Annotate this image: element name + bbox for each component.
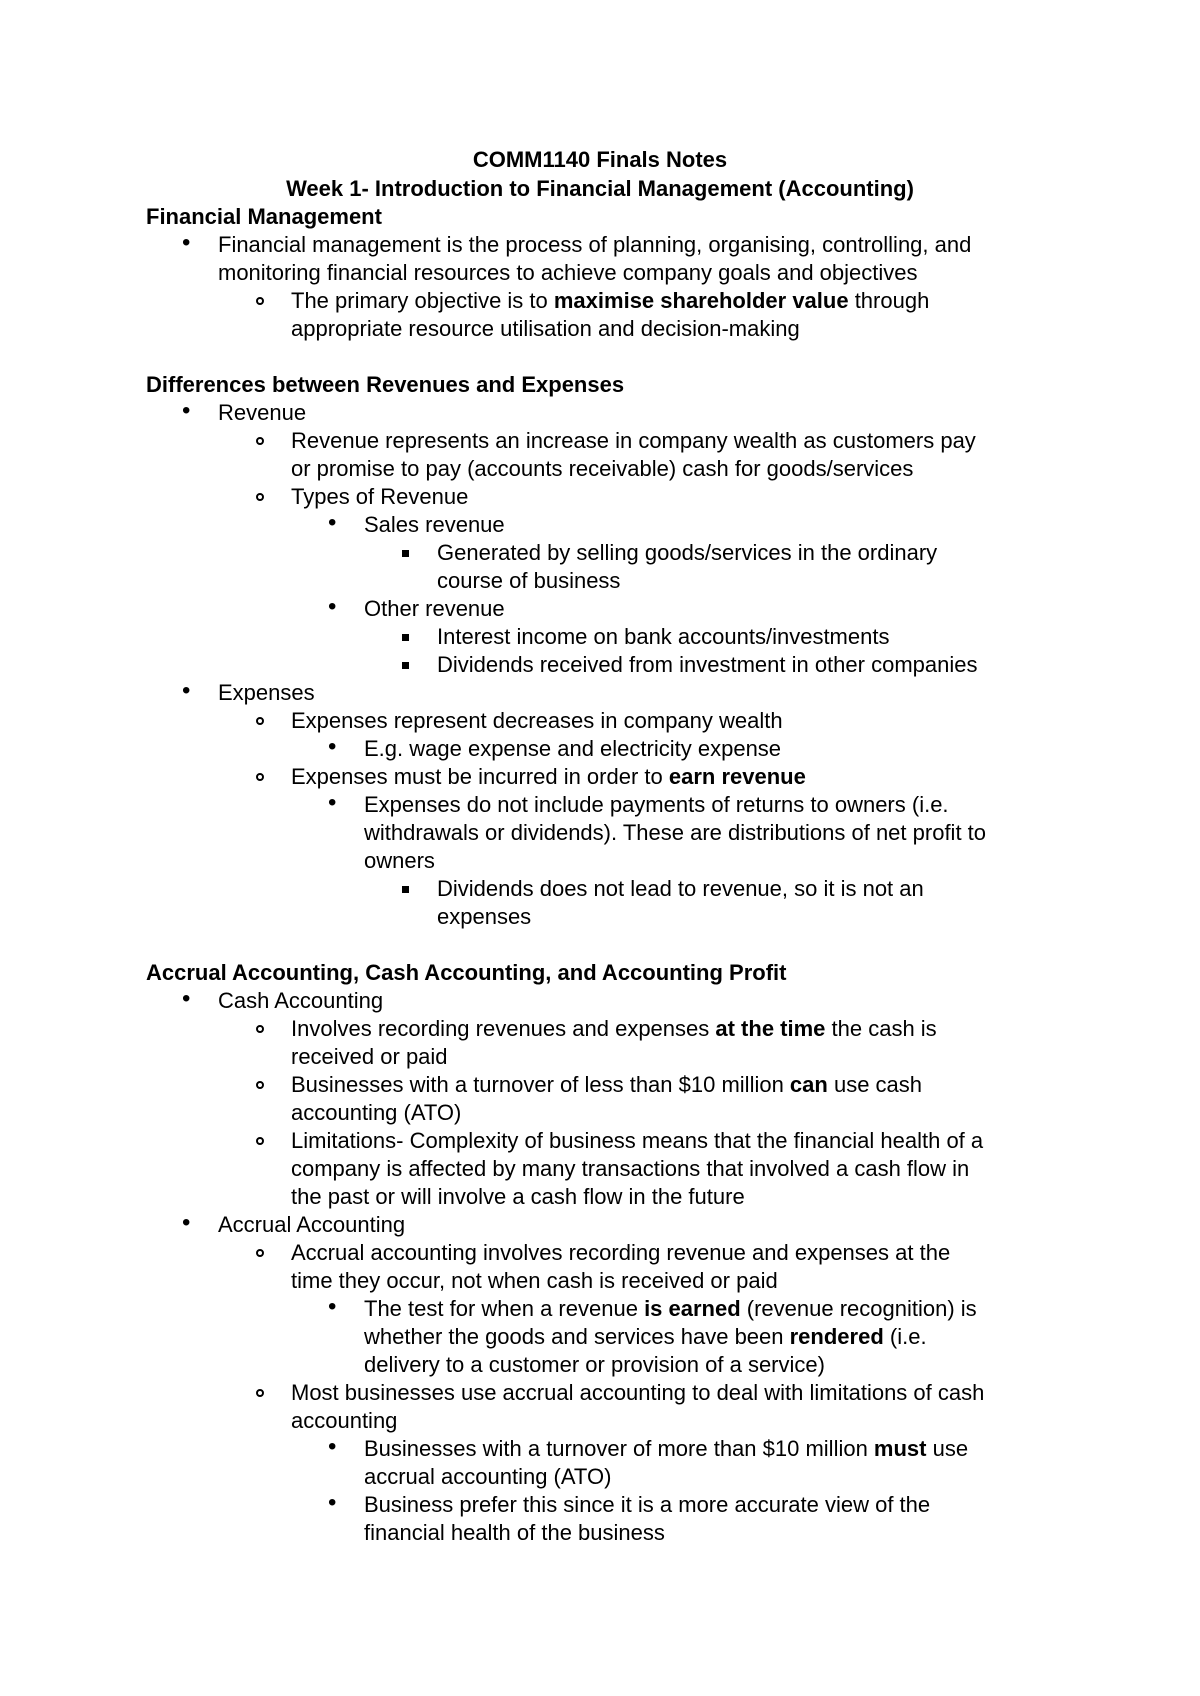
text-line: Cash Accounting	[218, 988, 384, 1013]
bullet-icon	[182, 397, 190, 425]
text-line: Accrual Accounting	[218, 1212, 406, 1237]
square-bullet-icon	[402, 662, 409, 669]
bullet-icon	[182, 677, 190, 705]
circle-bullet-icon	[256, 773, 264, 781]
square-bullet-icon	[402, 550, 409, 557]
text-line: monitoring financial resources to achieve company goals and objectives	[218, 260, 918, 285]
circle-bullet-icon	[256, 1137, 264, 1145]
text-line: Financial management is the process of planning, organising, controlling, and	[218, 232, 972, 257]
circle-bullet-icon	[256, 1249, 264, 1257]
bullet-icon	[328, 1433, 336, 1461]
text-line: E.g. wage expense and electricity expense	[364, 736, 782, 761]
circle-bullet-icon	[256, 1081, 264, 1089]
text-line: The primary objective is to maximise shareholder value through	[291, 288, 930, 313]
bullet-icon	[182, 229, 190, 257]
text-line: Business prefer this since it is a more accurate view of the	[364, 1492, 931, 1517]
text-line: Revenue represents an increase in company wealth as customers pay	[291, 428, 976, 453]
text-line: Generated by selling goods/services in the ordinary	[437, 540, 938, 565]
circle-bullet-icon	[256, 437, 264, 445]
document-subtitle: Week 1- Introduction to Financial Management (Accounting)	[286, 176, 914, 201]
text-line: Accrual accounting involves recording revenue and expenses at the	[291, 1240, 951, 1265]
text-line: Businesses with a turnover of more than $10 million must use	[364, 1436, 969, 1461]
text-line: Types of Revenue	[291, 484, 469, 509]
text-line: whether the goods and services have been rendered (i.e.	[364, 1324, 927, 1349]
bullet-icon	[328, 593, 336, 621]
bullet-icon	[182, 985, 190, 1013]
text-line: or promise to pay (accounts receivable) cash for goods/services	[291, 456, 914, 481]
square-bullet-icon	[402, 886, 409, 893]
text-line: the past or will involve a cash flow in the future	[291, 1184, 745, 1209]
bullet-icon	[328, 1489, 336, 1517]
text-line: The test for when a revenue is earned (revenue recognition) is	[364, 1296, 977, 1321]
text-line: Expenses must be incurred in order to earn revenue	[291, 764, 806, 789]
circle-bullet-icon	[256, 1025, 264, 1033]
text-line: Limitations- Complexity of business means that the financial health of a	[291, 1128, 984, 1153]
text-line: Expenses	[218, 680, 315, 705]
text-line: delivery to a customer or provision of a service)	[364, 1352, 825, 1377]
circle-bullet-icon	[256, 717, 264, 725]
text-line: owners	[364, 848, 435, 873]
text-line: Expenses do not include payments of returns to owners (i.e.	[364, 792, 949, 817]
bullet-icon	[328, 789, 336, 817]
circle-bullet-icon	[256, 297, 264, 305]
square-bullet-icon	[402, 634, 409, 641]
text-line: Businesses with a turnover of less than $10 million can use cash	[291, 1072, 923, 1097]
circle-bullet-icon	[256, 1389, 264, 1397]
bullet-icon	[328, 509, 336, 537]
text-line: Revenue	[218, 400, 307, 425]
text-line: Sales revenue	[364, 512, 505, 537]
document-title: COMM1140 Finals Notes	[472, 147, 728, 172]
text-line: appropriate resource utilisation and decision-making	[291, 316, 800, 341]
text-line: accounting	[291, 1408, 398, 1433]
text-line: received or paid	[291, 1044, 448, 1069]
circle-bullet-icon	[256, 493, 264, 501]
section-heading-accrual-cash: Accrual Accounting, Cash Accounting, and Accounting Profit	[146, 960, 787, 985]
text-line: expenses	[437, 904, 532, 929]
text-line: Most businesses use accrual accounting to deal with limitations of cash	[291, 1380, 985, 1405]
bullet-icon	[328, 733, 336, 761]
text-line: withdrawals or dividends). These are distributions of net profit to	[364, 820, 987, 845]
text-line: Interest income on bank accounts/investments	[437, 624, 890, 649]
text-line: company is affected by many transactions that involved a cash flow in	[291, 1156, 970, 1181]
section-heading-financial-management: Financial Management	[146, 204, 382, 229]
text-line: Other revenue	[364, 596, 505, 621]
text-line: Dividends received from investment in other companies	[437, 652, 978, 677]
text-line: accrual accounting (ATO)	[364, 1464, 612, 1489]
text-line: time they occur, not when cash is received or paid	[291, 1268, 778, 1293]
text-line: course of business	[437, 568, 621, 593]
text-line: Expenses represent decreases in company wealth	[291, 708, 783, 733]
bullet-icon	[182, 1209, 190, 1237]
text-line: Dividends does not lead to revenue, so it is not an	[437, 876, 924, 901]
text-line: Involves recording revenues and expenses at the time the cash is	[291, 1016, 937, 1041]
text-line: financial health of the business	[364, 1520, 665, 1545]
section-heading-revenues-expenses: Differences between Revenues and Expenses	[146, 372, 625, 397]
text-line: accounting (ATO)	[291, 1100, 462, 1125]
bullet-icon	[328, 1293, 336, 1321]
